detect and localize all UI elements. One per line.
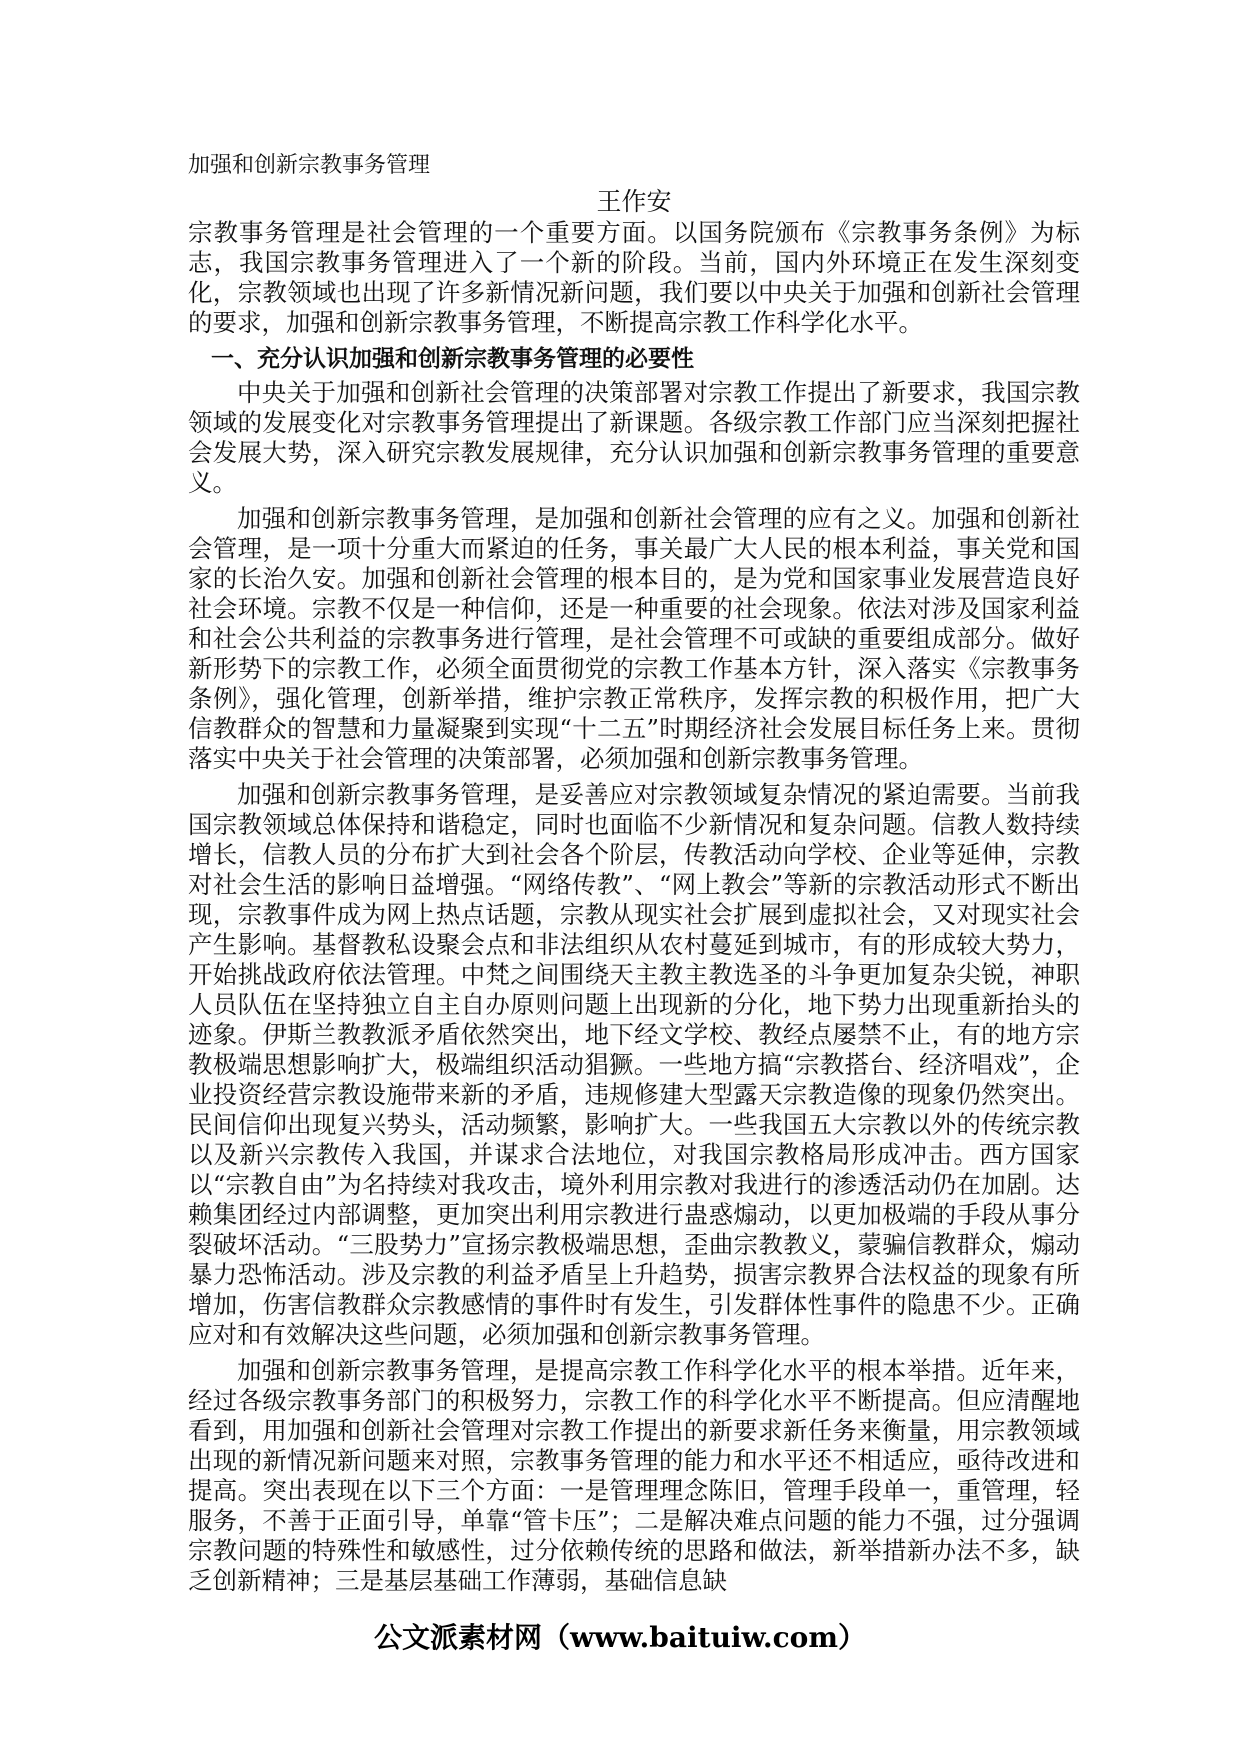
body-paragraph-1: 中央关于加强和创新社会管理的决策部署对宗教工作提出了新要求，我国宗教领域的发展变化对宗教事务管理提出了新课题。各级宗教工作部门应当深刻把握社会发展大势，深入研究宗教发展规律，充分认识加强和创新宗教事务管理的重要意义。 [188, 378, 1080, 497]
document-title: 加强和创新宗教事务管理 [188, 153, 431, 178]
body-paragraph-2: 加强和创新宗教事务管理，是加强和创新社会管理的应有之义。加强和创新社会管理，是一项十分重大而紧迫的任务，事关最广大人民的根本利益，事关党和国家的长治久安。加强和创新社会管理的根本目的，是为党和国家事业发展营造良好社会环境。宗教不仅是一种信仰，还是一种重要的社会现象。依法对涉及国家利益和社会公共利益的宗教事务进行管理，是社会管理不可或缺的重要组成部分。做好新形势下的宗教工作，必须全面贯彻党的宗教工作基本方针，深入落实《宗教事务条例》，强化管理，创新举措，维护宗教正常秩序，发挥宗教的积极作用，把广大信教群众的智慧和力量凝聚到实现“十二五”时期经济社会发展目标任务上来。贯彻落实中央关于社会管理的决策部署，必须加强和创新宗教事务管理。 [188, 504, 1080, 773]
body-paragraph-4: 加强和创新宗教事务管理，是提高宗教工作科学化水平的根本举措。近年来，经过各级宗教事务部门的积极努力，宗教工作的科学化水平不断提高。但应清醒地看到，用加强和创新社会管理对宗教工作提出的新要求新任务来衡量，用宗教领域出现的新情况新问题来对照，宗教事务管理的能力和水平还不相适应，亟待改进和提高。突出表现在以下三个方面：一是管理理念陈旧，管理手段单一，重管理，轻服务，不善于正面引导，单靠“管卡压”；二是解决难点问题的能力不强，过分强调宗教问题的特殊性和敏感性，过分依赖传统的思路和做法，新举措新办法不多，缺乏创新精神；三是基层基础工作薄弱，基础信息缺 [188, 1356, 1080, 1595]
section-heading: 一、充分认识加强和创新宗教事务管理的必要性 [211, 346, 694, 372]
author-name: 王作安 [596, 188, 672, 216]
body-paragraph-3: 加强和创新宗教事务管理，是妥善应对宗教领域复杂情况的紧迫需要。当前我国宗教领域总体保持和谐稳定，同时也面临不少新情况和复杂问题。信教人数持续增长，信教人员的分布扩大到社会各个阶层，传教活动向学校、企业等延伸，宗教对社会生活的影响日益增强。“网络传教”、“网上教会”等新的宗教活动形式不断出现，宗教事件成为网上热点话题，宗教从现实社会扩展到虚拟社会，又对现实社会产生影响。基督教私设聚会点和非法组织从农村蔓延到城市，有的形成较大势力，开始挑战政府依法管理。中梵之间围绕天主教主教选圣的斗争更加复杂尖锐，神职人员队伍在坚持独立自主自办原则问题上出现新的分化，地下势力出现重新抬头的迹象。伊斯兰教教派矛盾依然突出，地下经文学校、教经点屡禁不止，有的地方宗教极端思想影响扩大，极端组织活动猖獗。一些地方搞“宗教搭台、经济唱戏”，企业投资经营宗教设施带来新的矛盾，违规修建大型露天宗教造像的现象仍然突出。民间信仰出现复兴势头，活动频繁，影响扩大。一些我国五大宗教以外的传统宗教以及新兴宗教传入我国，并谋求合法地位，对我国宗教格局形成冲击。西方国家以“宗教自由”为名持续对我攻击，境外利用宗教对我进行的渗透活动仍在加剧。达赖集团经过内部调整，更加突出利用宗教进行蛊惑煽动，以更加极端的手段从事分裂破坏活动。“三股势力”宣扬宗教极端思想，歪曲宗教教义，蒙骗信教群众，煽动暴力恐怖活动。涉及宗教的利益矛盾呈上升趋势，损害宗教界合法权益的现象有所增加，伤害信教群众宗教感情的事件时有发生，引发群体性事件的隐患不少。正确应对和有效解决这些问题，必须加强和创新宗教事务管理。 [188, 780, 1080, 1349]
intro-paragraph: 宗教事务管理是社会管理的一个重要方面。以国务院颁布《宗教事务条例》为标志，我国宗教事务管理进入了一个新的阶段。当前，国内外环境正在发生深刻变化，宗教领域也出现了许多新情况新问题，我们要以中央关于加强和创新社会管理的要求，加强和创新宗教事务管理，不断提高宗教工作科学化水平。 [188, 218, 1080, 337]
document-page [188, 150, 1080, 1602]
site-footer-watermark: 公文派素材网（www.baituiw.com） [374, 1621, 866, 1654]
